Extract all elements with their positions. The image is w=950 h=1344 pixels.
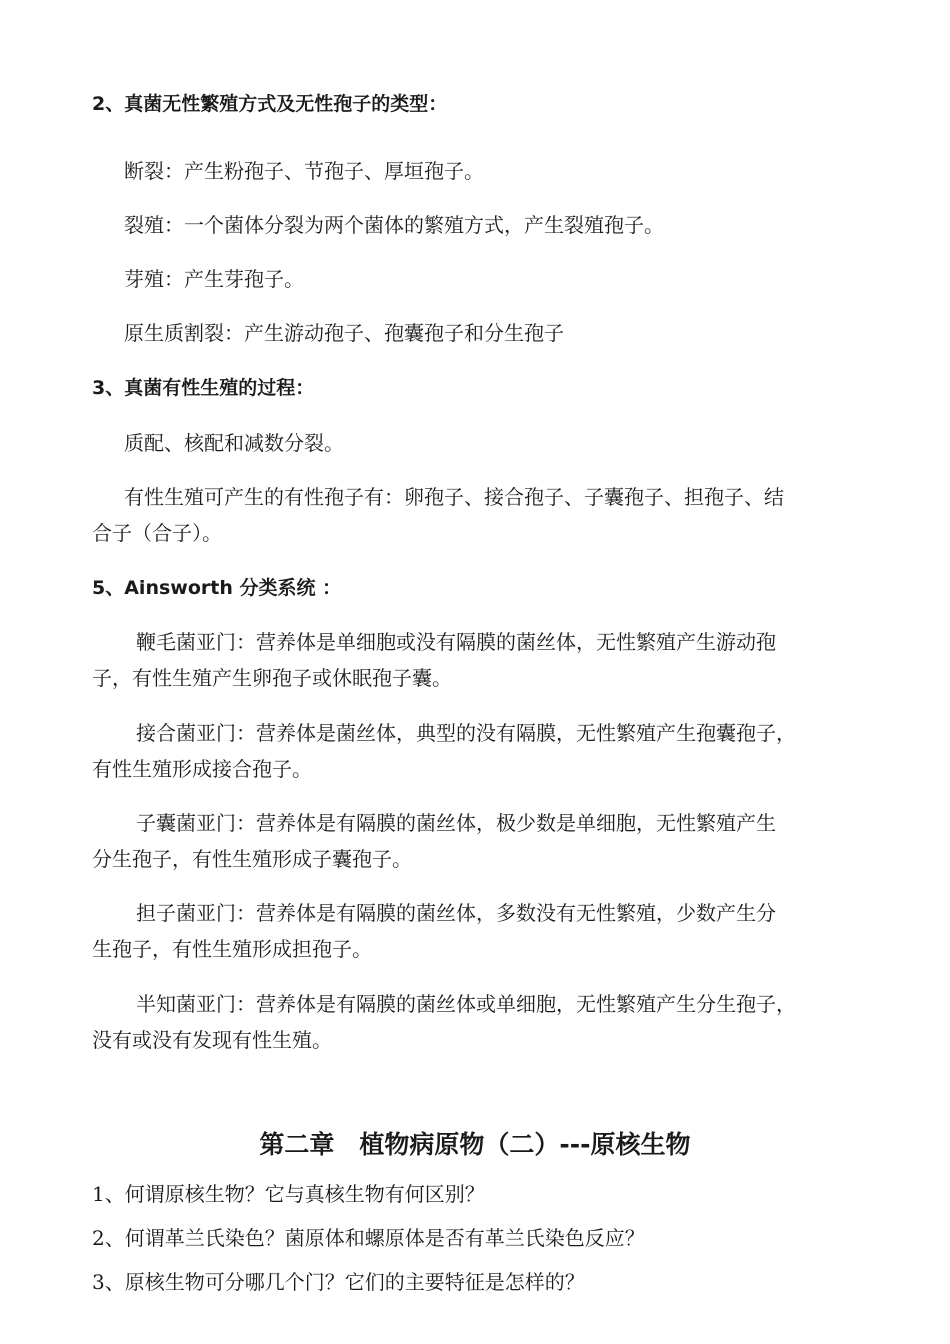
section-2-item-cleavage: 原生质割裂：产生游动孢子、孢囊孢子和分生孢子 xyxy=(124,321,564,345)
section-3-process: 质配、核配和减数分裂。 xyxy=(124,431,344,455)
chapter-title: 第二章 植物病原物（二）---原核生物 xyxy=(259,1130,691,1159)
section-2-item-fission: 裂殖：一个菌体分裂为两个菌体的繁殖方式，产生裂殖孢子。 xyxy=(124,213,664,237)
ascomycotina-line-2: 分生孢子，有性生殖形成子囊孢子。 xyxy=(92,847,412,871)
section-3-paragraph-line-1: 有性生殖可产生的有性孢子有：卵孢子、接合孢子、子囊孢子、担孢子、结 xyxy=(124,485,784,509)
section-2-heading: 2、真菌无性繁殖方式及无性孢子的类型： xyxy=(92,93,448,115)
question-1: 1、何谓原核生物？它与真核生物有何区别？ xyxy=(92,1182,485,1206)
zygomycotina-line-1: 接合菌亚门：营养体是菌丝体，典型的没有隔膜，无性繁殖产生孢囊孢子， xyxy=(136,721,796,745)
section-2-item-budding: 芽殖：产生芽孢子。 xyxy=(124,267,304,291)
basidiomycotina-line-1: 担子菌亚门：营养体是有隔膜的菌丝体，多数没有无性繁殖，少数产生分 xyxy=(136,901,776,925)
question-2: 2、何谓革兰氏染色？菌原体和螺原体是否有革兰氏染色反应？ xyxy=(92,1226,645,1250)
ascomycotina-line-1: 子囊菌亚门：营养体是有隔膜的菌丝体，极少数是单细胞，无性繁殖产生 xyxy=(136,811,776,835)
deuteromycotina-line-1: 半知菌亚门：营养体是有隔膜的菌丝体或单细胞，无性繁殖产生分生孢子， xyxy=(136,992,796,1016)
section-3-paragraph-line-2: 合子（合子）。 xyxy=(92,521,222,545)
section-2-item-fragmentation: 断裂：产生粉孢子、节孢子、厚垣孢子。 xyxy=(124,159,484,183)
question-3: 3、原核生物可分哪几个门？它们的主要特征是怎样的？ xyxy=(92,1270,585,1294)
mastigomycotina-line-2: 子，有性生殖产生卵孢子或休眠孢子囊。 xyxy=(92,666,452,690)
basidiomycotina-line-2: 生孢子，有性生殖形成担孢子。 xyxy=(92,937,372,961)
section-3-heading: 3、真菌有性生殖的过程： xyxy=(92,377,315,399)
zygomycotina-line-2: 有性生殖形成接合孢子。 xyxy=(92,757,312,781)
mastigomycotina-line-1: 鞭毛菌亚门：营养体是单细胞或没有隔膜的菌丝体，无性繁殖产生游动孢 xyxy=(136,630,776,654)
deuteromycotina-line-2: 没有或没有发现有性生殖。 xyxy=(92,1028,332,1052)
section-5-heading: 5、Ainsworth 分类系统 ： xyxy=(92,577,342,599)
